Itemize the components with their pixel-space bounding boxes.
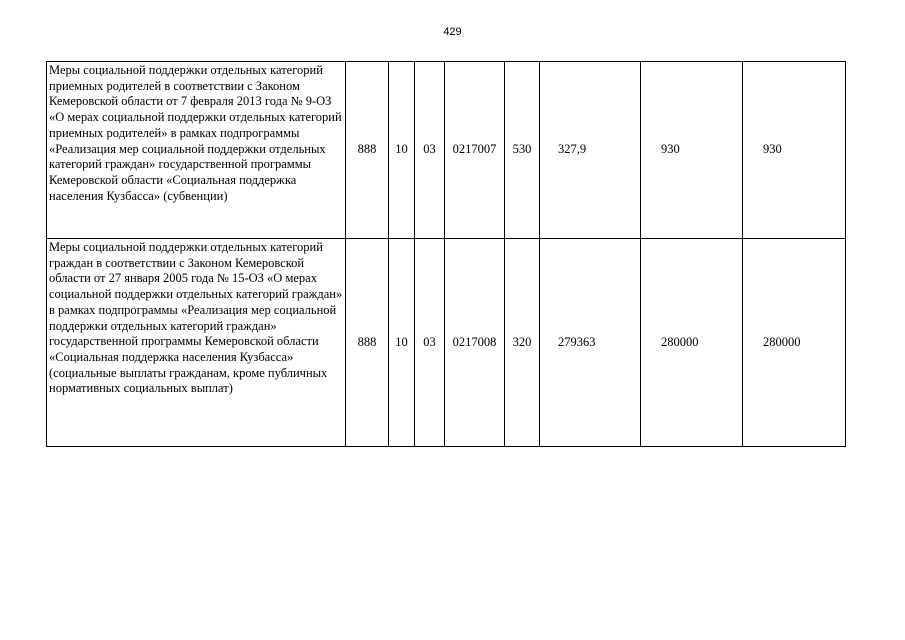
amount-year-1: 327,9 (540, 62, 641, 239)
ministry-code: 888 (346, 62, 389, 239)
subsection-code: 03 (415, 62, 445, 239)
section-code: 10 (389, 239, 415, 447)
amount-year-3: 930 (743, 62, 846, 239)
expense-type-code: 530 (505, 62, 540, 239)
table-row (47, 239, 846, 447)
section-code: 10 (389, 62, 415, 239)
page-number: 429 (443, 26, 462, 38)
target-article-code: 0217008 (445, 239, 505, 447)
ministry-code: 888 (346, 239, 389, 447)
amount-year-3: 280000 (743, 239, 846, 447)
amount-year-2: 930 (641, 62, 743, 239)
amount-year-1: 279363 (540, 239, 641, 447)
table-row (47, 62, 846, 239)
amount-year-2: 280000 (641, 239, 743, 447)
row-description: Меры социальной поддержки отдельных категорий граждан в соответствии с Законом Кемеровской области от 27 января 2005 года № 15-ОЗ «О мерах социальной поддержки отдельных категорий граждан» в рамках подпрограммы «Реализация мер социальной поддержки отдельных категорий граждан» государственной программы Кемеровской области «Социальная поддержка населения Кузбасса» (социальные выплаты гражданам, кроме публичных нормативных социальных выплат) (47, 239, 346, 447)
target-article-code: 0217007 (445, 62, 505, 239)
budget-table (46, 61, 846, 447)
expense-type-code: 320 (505, 239, 540, 447)
subsection-code: 03 (415, 239, 445, 447)
row-description: Меры социальной поддержки отдельных категорий приемных родителей в соответствии с Законом Кемеровской области от 7 февраля 2013 года № 9-ОЗ «О мерах социальной поддержки отдельных категорий приемных родителей» в рамках подпрограммы «Реализация мер социальной поддержки отдельных категорий граждан» государственной программы Кемеровской области «Социальная поддержка населения Кузбасса» (субвенции) (47, 62, 346, 239)
